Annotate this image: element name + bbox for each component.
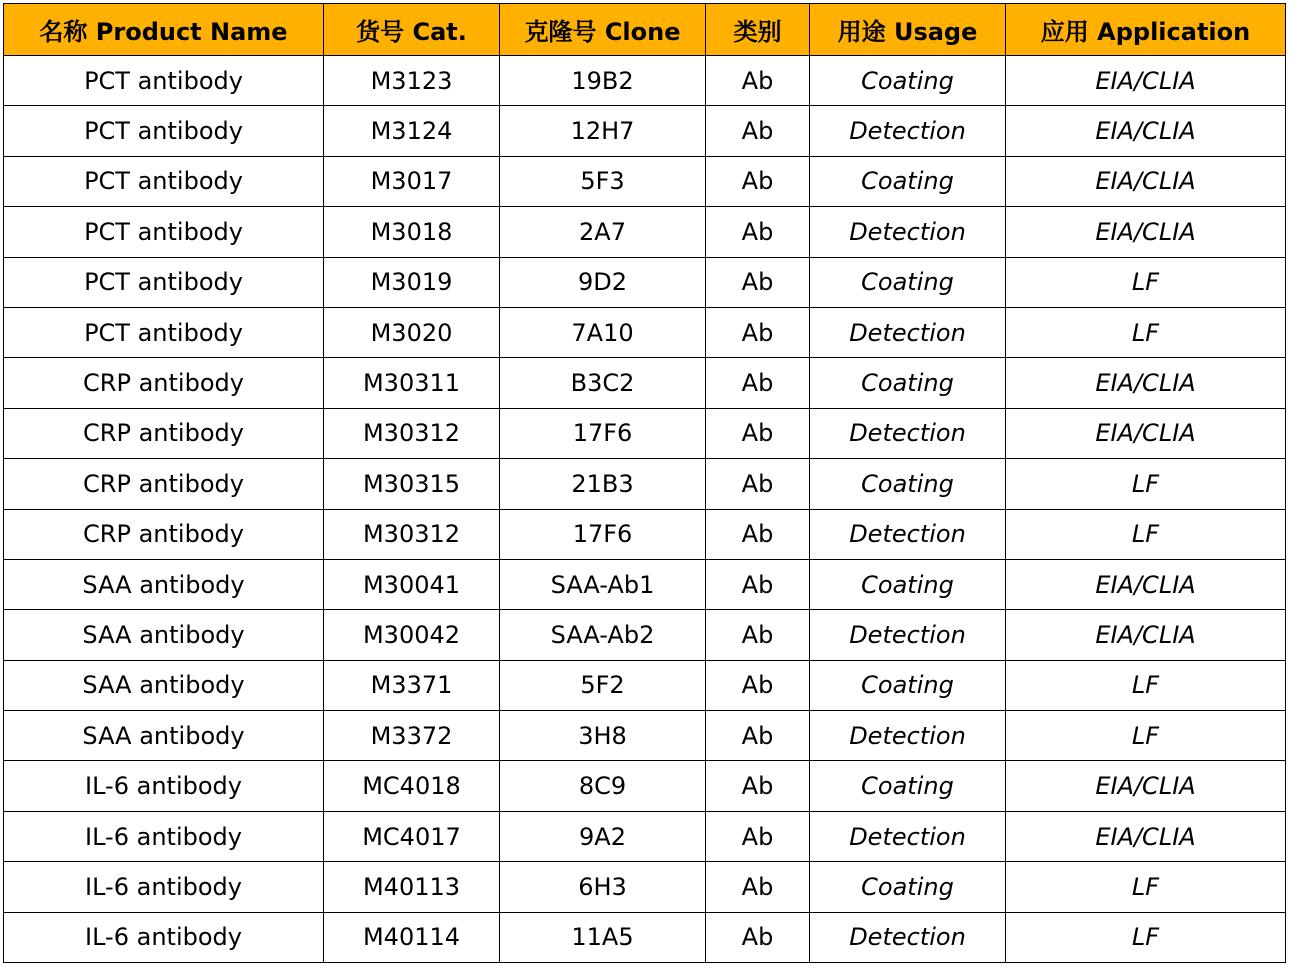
category-cell: Ab (706, 509, 810, 559)
usage-cell: Detection (810, 307, 1006, 357)
clone-cell: B3C2 (500, 358, 706, 408)
clone-cell: 3H8 (500, 711, 706, 761)
table-row (4, 156, 1286, 206)
product-name-cell: IL-6 antibody (4, 912, 324, 962)
usage-cell: Detection (810, 610, 1006, 660)
clone-cell: 7A10 (500, 307, 706, 357)
catalog-number-cell: M3371 (324, 660, 500, 710)
catalog-number-cell: M30041 (324, 559, 500, 609)
usage-cell: Coating (810, 358, 1006, 408)
application-cell: EIA/CLIA (1006, 56, 1286, 106)
category-cell: Ab (706, 862, 810, 912)
table-row (4, 559, 1286, 609)
catalog-number-cell: M3372 (324, 711, 500, 761)
product-name-cell: CRP antibody (4, 509, 324, 559)
application-cell: LF (1006, 711, 1286, 761)
application-cell: LF (1006, 257, 1286, 307)
column-header-application: 应用 Application (1006, 4, 1286, 56)
usage-cell: Coating (810, 660, 1006, 710)
product-name-cell: SAA antibody (4, 711, 324, 761)
catalog-number-cell: MC4018 (324, 761, 500, 811)
clone-cell: 21B3 (500, 459, 706, 509)
product-name-cell: PCT antibody (4, 257, 324, 307)
product-name-cell: CRP antibody (4, 358, 324, 408)
column-header-category: 类别 (706, 4, 810, 56)
usage-cell: Coating (810, 459, 1006, 509)
usage-cell: Detection (810, 912, 1006, 962)
application-cell: LF (1006, 307, 1286, 357)
table-row (4, 307, 1286, 357)
catalog-number-cell: M3020 (324, 307, 500, 357)
product-name-cell: IL-6 antibody (4, 761, 324, 811)
category-cell: Ab (706, 408, 810, 458)
clone-cell: SAA-Ab2 (500, 610, 706, 660)
table-row (4, 509, 1286, 559)
table-row (4, 711, 1286, 761)
table-row (4, 408, 1286, 458)
application-cell: EIA/CLIA (1006, 156, 1286, 206)
clone-cell: 6H3 (500, 862, 706, 912)
table-row (4, 358, 1286, 408)
category-cell: Ab (706, 559, 810, 609)
usage-cell: Detection (810, 811, 1006, 861)
product-name-cell: PCT antibody (4, 156, 324, 206)
column-header-product-name: 名称 Product Name (4, 4, 324, 56)
table-row (4, 207, 1286, 257)
category-cell: Ab (706, 711, 810, 761)
category-cell: Ab (706, 106, 810, 156)
category-cell: Ab (706, 610, 810, 660)
product-name-cell: SAA antibody (4, 610, 324, 660)
usage-cell: Detection (810, 106, 1006, 156)
clone-cell: 9D2 (500, 257, 706, 307)
catalog-number-cell: M30312 (324, 408, 500, 458)
usage-cell: Coating (810, 56, 1006, 106)
usage-cell: Detection (810, 408, 1006, 458)
product-name-cell: IL-6 antibody (4, 862, 324, 912)
category-cell: Ab (706, 307, 810, 357)
category-cell: Ab (706, 459, 810, 509)
product-name-cell: PCT antibody (4, 56, 324, 106)
application-cell: EIA/CLIA (1006, 761, 1286, 811)
clone-cell: 11A5 (500, 912, 706, 962)
clone-cell: 17F6 (500, 509, 706, 559)
clone-cell: 8C9 (500, 761, 706, 811)
table-row (4, 459, 1286, 509)
catalog-number-cell: M30311 (324, 358, 500, 408)
clone-cell: 17F6 (500, 408, 706, 458)
usage-cell: Coating (810, 156, 1006, 206)
application-cell: LF (1006, 912, 1286, 962)
column-header-catalog-number: 货号 Cat. (324, 4, 500, 56)
clone-cell: 2A7 (500, 207, 706, 257)
catalog-number-cell: M3017 (324, 156, 500, 206)
clone-cell: 19B2 (500, 56, 706, 106)
category-cell: Ab (706, 56, 810, 106)
catalog-number-cell: M30042 (324, 610, 500, 660)
category-cell: Ab (706, 358, 810, 408)
catalog-number-cell: M40113 (324, 862, 500, 912)
column-header-usage: 用途 Usage (810, 4, 1006, 56)
category-cell: Ab (706, 207, 810, 257)
clone-cell: 12H7 (500, 106, 706, 156)
category-cell: Ab (706, 912, 810, 962)
application-cell: EIA/CLIA (1006, 610, 1286, 660)
product-name-cell: PCT antibody (4, 106, 324, 156)
application-cell: LF (1006, 459, 1286, 509)
usage-cell: Coating (810, 761, 1006, 811)
product-name-cell: CRP antibody (4, 459, 324, 509)
catalog-number-cell: M30312 (324, 509, 500, 559)
application-cell: LF (1006, 862, 1286, 912)
usage-cell: Detection (810, 509, 1006, 559)
clone-cell: 5F2 (500, 660, 706, 710)
product-name-cell: PCT antibody (4, 307, 324, 357)
product-name-cell: SAA antibody (4, 559, 324, 609)
product-table (3, 3, 1286, 963)
application-cell: LF (1006, 509, 1286, 559)
usage-cell: Coating (810, 257, 1006, 307)
catalog-number-cell: M3019 (324, 257, 500, 307)
clone-cell: 9A2 (500, 811, 706, 861)
product-name-cell: PCT antibody (4, 207, 324, 257)
usage-cell: Detection (810, 207, 1006, 257)
catalog-number-cell: MC4017 (324, 811, 500, 861)
application-cell: EIA/CLIA (1006, 408, 1286, 458)
category-cell: Ab (706, 761, 810, 811)
application-cell: EIA/CLIA (1006, 106, 1286, 156)
clone-cell: SAA-Ab1 (500, 559, 706, 609)
usage-cell: Coating (810, 559, 1006, 609)
category-cell: Ab (706, 257, 810, 307)
usage-cell: Detection (810, 711, 1006, 761)
table-row (4, 912, 1286, 962)
catalog-number-cell: M40114 (324, 912, 500, 962)
product-name-cell: SAA antibody (4, 660, 324, 710)
catalog-number-cell: M3124 (324, 106, 500, 156)
product-name-cell: CRP antibody (4, 408, 324, 458)
application-cell: EIA/CLIA (1006, 559, 1286, 609)
application-cell: LF (1006, 660, 1286, 710)
product-name-cell: IL-6 antibody (4, 811, 324, 861)
application-cell: EIA/CLIA (1006, 207, 1286, 257)
table-row (4, 811, 1286, 861)
application-cell: EIA/CLIA (1006, 811, 1286, 861)
table-row (4, 862, 1286, 912)
category-cell: Ab (706, 660, 810, 710)
header-row (4, 4, 1286, 56)
table-row (4, 56, 1286, 106)
clone-cell: 5F3 (500, 156, 706, 206)
usage-cell: Coating (810, 862, 1006, 912)
catalog-number-cell: M30315 (324, 459, 500, 509)
table-row (4, 610, 1286, 660)
table-row (4, 106, 1286, 156)
table-body (4, 56, 1286, 963)
table-row (4, 761, 1286, 811)
table-row (4, 660, 1286, 710)
catalog-number-cell: M3018 (324, 207, 500, 257)
category-cell: Ab (706, 811, 810, 861)
application-cell: EIA/CLIA (1006, 358, 1286, 408)
catalog-number-cell: M3123 (324, 56, 500, 106)
column-header-clone: 克隆号 Clone (500, 4, 706, 56)
category-cell: Ab (706, 156, 810, 206)
table-row (4, 257, 1286, 307)
